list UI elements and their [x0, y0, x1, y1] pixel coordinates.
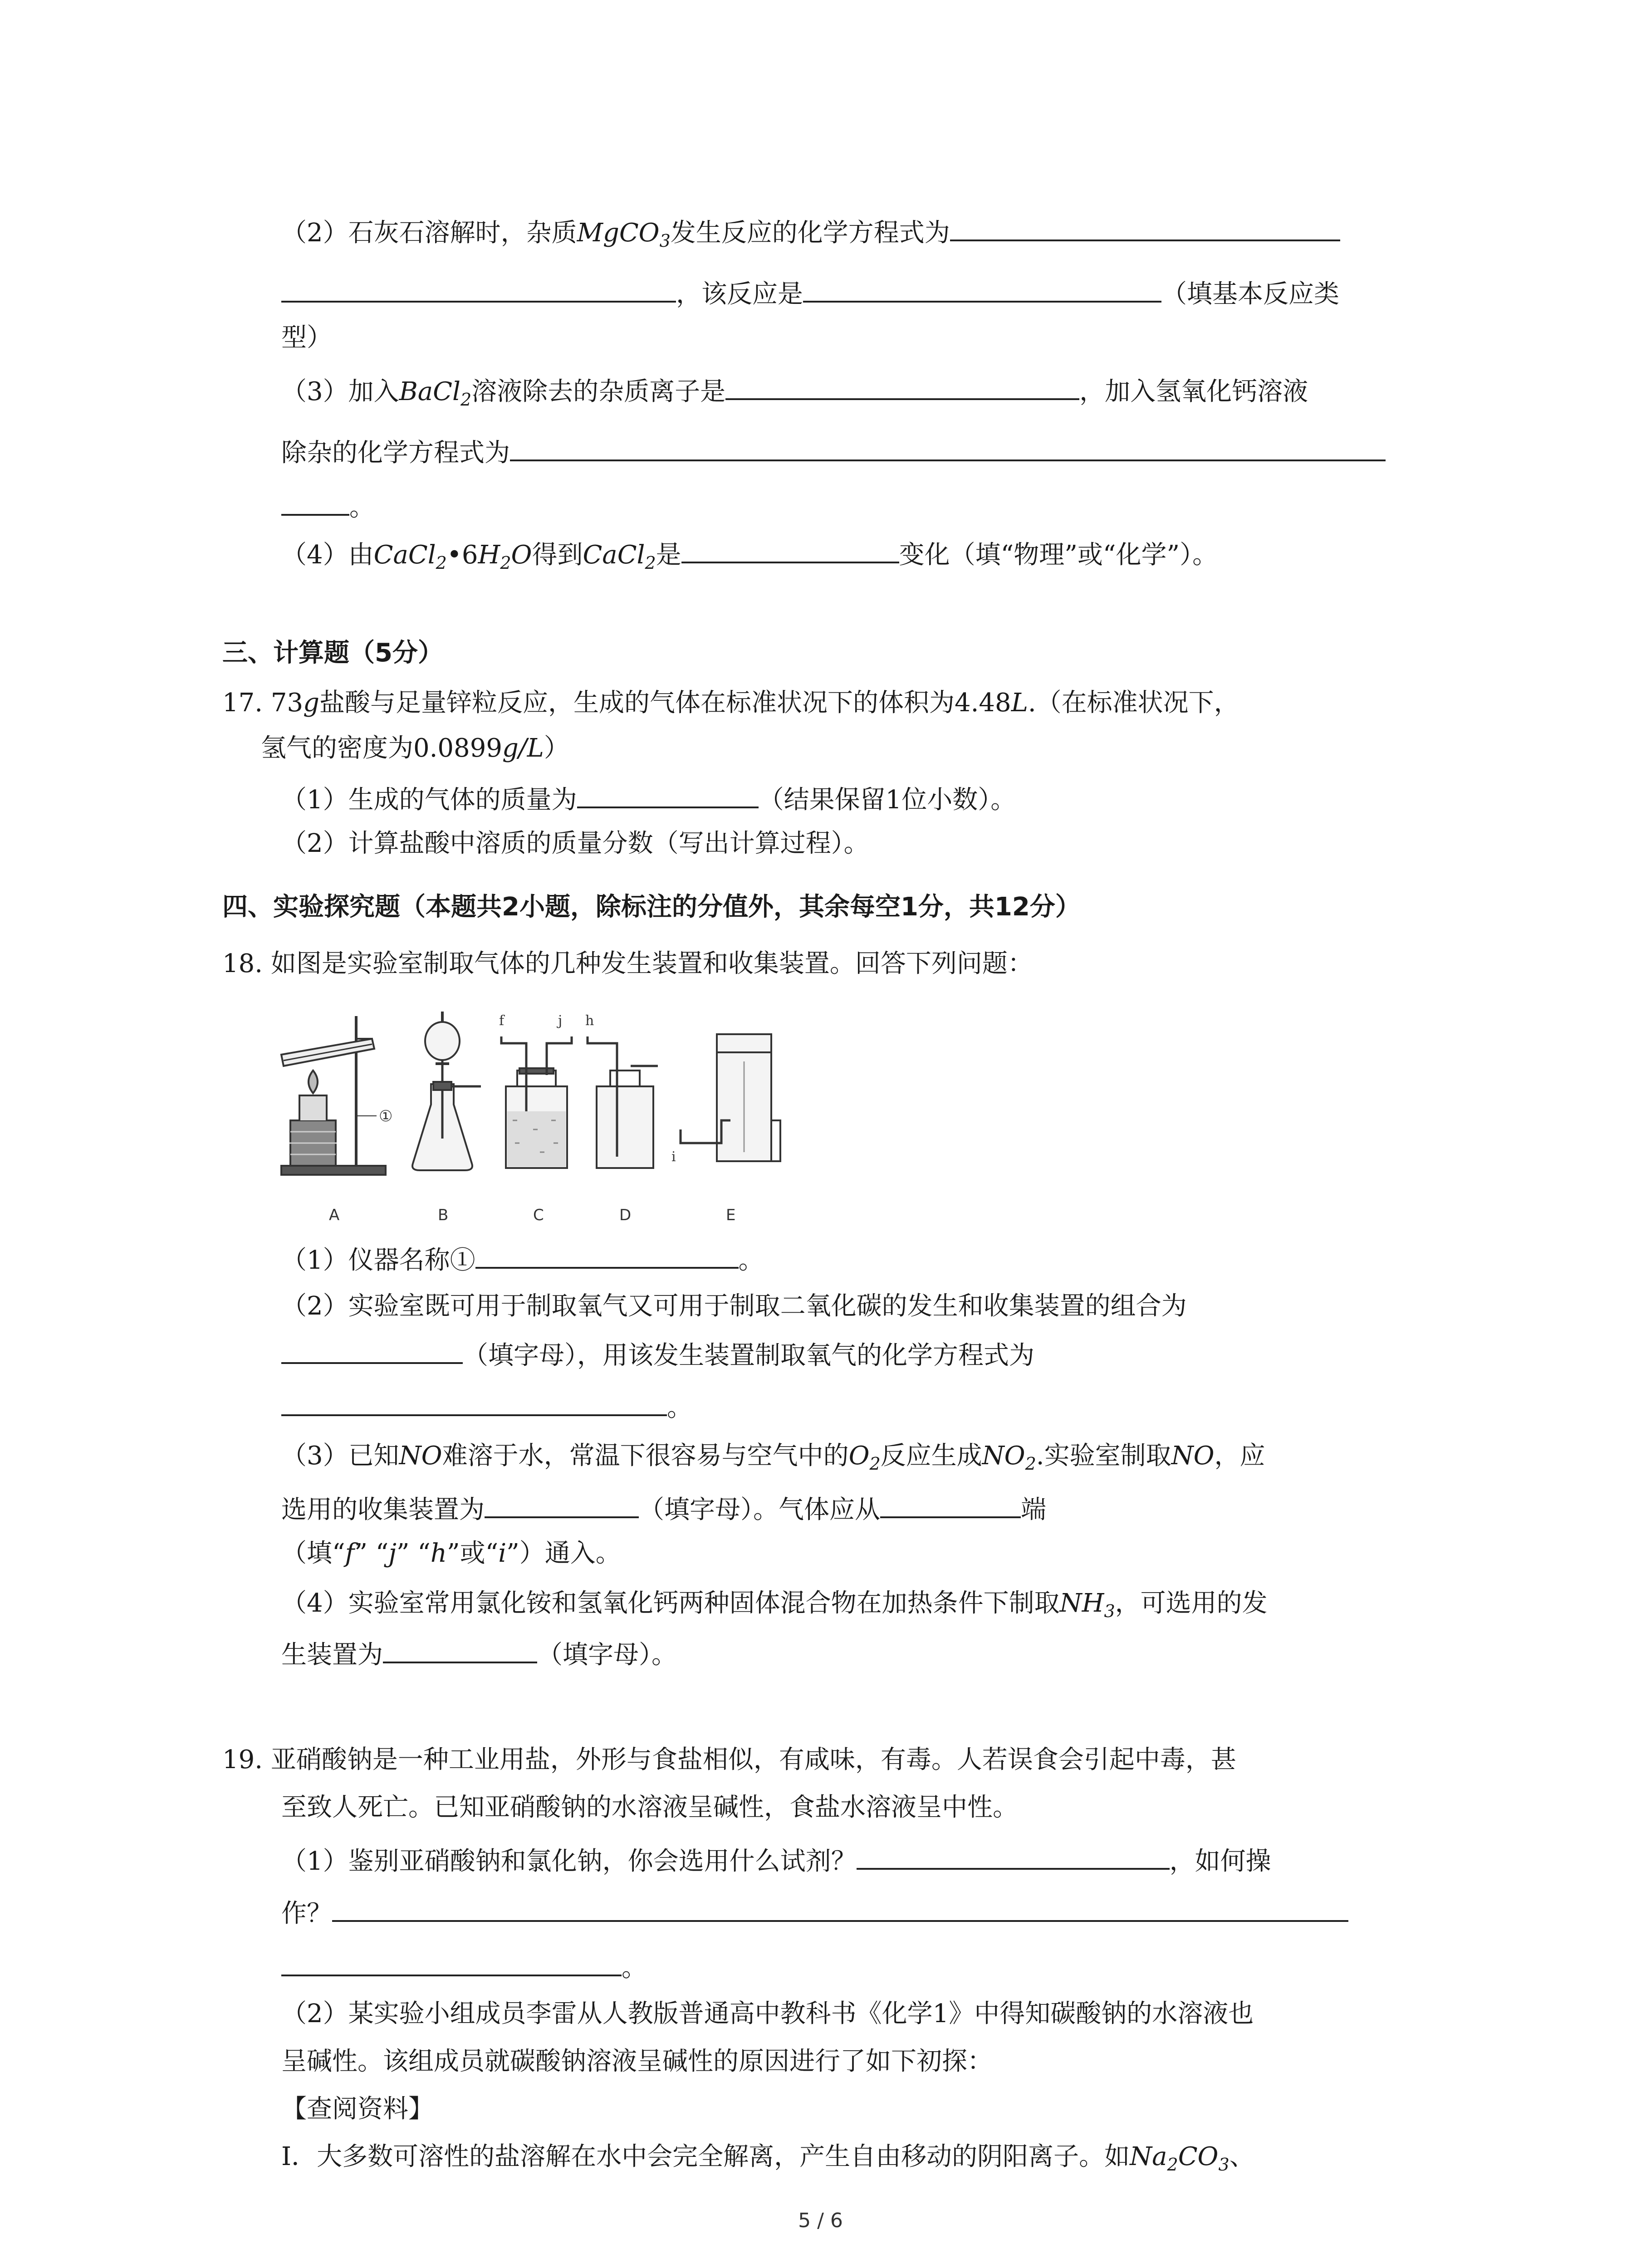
answer-blank[interactable] [281, 1948, 622, 1976]
text: .（在标准状况下， [1028, 688, 1239, 718]
text: 73 [270, 688, 304, 718]
text: 端 [1021, 1495, 1046, 1525]
q18-part3-line2 [281, 1490, 1046, 1528]
text: （1）生成的气体的质量为 [281, 785, 577, 815]
text: ”）通入。 [506, 1539, 621, 1568]
text: 、 [1229, 2142, 1255, 2171]
answer-blank[interactable] [475, 1241, 739, 1269]
apparatus-figure [272, 1007, 817, 1243]
formula-na2co3: $Na_2CO_3$ [1130, 2142, 1230, 2175]
answer-blank[interactable] [383, 1635, 537, 1663]
answer-blank[interactable] [857, 1842, 1170, 1870]
text: 除杂的化学方程式为 [281, 438, 510, 468]
text: 型） [281, 323, 332, 352]
text: 。 [667, 1393, 692, 1422]
text: （3）加入 [281, 377, 399, 406]
text: Ⅰ．大多数可溶性的盐溶解在水中会完全解离，产生自由移动的阴阳离子。如 [281, 2142, 1130, 2171]
text: 反应生成 [880, 1441, 982, 1471]
q19-stem-line2: 至致人死亡。已知亚硝酸钠的水溶液呈碱性，食盐水溶液呈中性。 [281, 1793, 1018, 1822]
q16-part2-line3 [281, 320, 332, 356]
q16-part3-line2 [281, 433, 1386, 471]
text: 难溶于水，常温下很容易与空气中的 [442, 1441, 849, 1471]
answer-blank[interactable] [803, 274, 1161, 303]
text: 得到 [532, 540, 583, 570]
text: （1）鉴别亚硝酸钠和氯化钠，你会选用什么试剂？ [281, 1847, 857, 1876]
page-number: 5 / 6 [798, 2209, 843, 2232]
text: ”或“ [446, 1539, 499, 1568]
formula-cacl2-hydrate: CaCl$_2$ [373, 540, 447, 573]
answer-blank[interactable] [281, 488, 349, 516]
apparatus-d-gas-bottle [585, 1013, 658, 1168]
text: （1）仪器名称① [281, 1246, 475, 1275]
text: （3）已知 [281, 1441, 399, 1471]
formula-no: NO [1171, 1441, 1215, 1471]
text: （4）实验室常用氯化铵和氢氧化钙两种固体混合物在加热条件下制取 [281, 1589, 1060, 1618]
port-j: j [388, 1539, 397, 1568]
q19-part2-line2: 呈碱性。该组成员就碳酸钠溶液呈碱性的原因进行了如下初探： [281, 2047, 993, 2076]
q18-part4-line1 [281, 1585, 1268, 1622]
q18-stem [222, 946, 1033, 982]
label-b: B [438, 1206, 449, 1224]
answer-blank[interactable] [880, 1490, 1021, 1518]
q17-stem-line1 [222, 685, 1239, 721]
question-number: 19. [222, 1745, 263, 1774]
answer-blank[interactable] [950, 213, 1340, 241]
apparatus-a-heating [281, 1016, 392, 1175]
section-title-calculation: 三、计算题（5分） [222, 638, 443, 668]
q19-part1-line1 [281, 1842, 1271, 1880]
formula-no2: $NO_2$ [982, 1441, 1036, 1474]
q18-part4-line2 [281, 1635, 677, 1673]
text: 生装置为 [281, 1640, 383, 1670]
unit-gl: g/L [502, 733, 544, 763]
port-label-h: h [585, 1013, 594, 1029]
text: 变化（填“物理”或“化学”）。 [899, 540, 1218, 570]
text: ” “ [354, 1539, 389, 1568]
question-number: 17. [222, 688, 263, 718]
port-label-i: i [671, 1149, 676, 1165]
label-a: A [329, 1206, 340, 1224]
text: 氢气的密度为0.0899 [261, 733, 502, 763]
answer-blank[interactable] [485, 1490, 639, 1518]
text: 如图是实验室制取气体的几种发生装置和收集装置。回答下列问题： [270, 949, 1033, 978]
apparatus-e-water-displacement [671, 1034, 780, 1165]
label-e: E [726, 1206, 736, 1224]
text: （填基本反应类 [1161, 279, 1339, 309]
text: 溶液除去的杂质离子是 [471, 377, 726, 406]
q16-part2-line1 [281, 213, 1340, 251]
port-label-f: f [499, 1013, 505, 1029]
text: 选用的收集装置为 [281, 1495, 485, 1525]
q18-part2-line2 [281, 1336, 1034, 1374]
formula-cacl2: CaCl$_2$ [583, 540, 656, 573]
hydrate-dot: •6 [446, 540, 478, 570]
q16-part3-line1 [281, 372, 1308, 410]
label-d: D [619, 1206, 632, 1224]
q18-part1 [281, 1241, 764, 1279]
answer-blank[interactable] [281, 274, 676, 303]
text: ，加入氢氧化钙溶液 [1079, 377, 1308, 406]
port-h: h [430, 1539, 447, 1568]
q19-part1-line2 [281, 1894, 1348, 1932]
q17-part1 [281, 780, 1016, 818]
text: （2）石灰石溶解时，杂质 [281, 218, 577, 248]
instrument-marker: ① [379, 1107, 393, 1125]
text: 。 [738, 1246, 764, 1275]
text: ，该反应是 [676, 279, 803, 309]
answer-blank[interactable] [281, 1388, 667, 1416]
text: 。 [622, 1953, 647, 1983]
q19-part2-line1: （2）某实验小组成员李雷从人教版普通高中教科书《化学1》中得知碳酸钠的水溶液也 [281, 1999, 1254, 2028]
q19-reference-heading: 【查阅资料】 [281, 2094, 434, 2124]
text: 盐酸与足量锌粒反应，生成的气体在标准状况下的体积为4.48 [319, 688, 1011, 718]
q19-part1-line3 [281, 1948, 647, 1986]
q16-part2-line2 [281, 274, 1339, 313]
port-f: f [345, 1539, 355, 1568]
q18-part3-line3 [281, 1535, 621, 1572]
unit-g: g [303, 688, 319, 718]
text: ，如何操 [1169, 1847, 1271, 1876]
text: 是 [656, 540, 681, 570]
port-i: i [498, 1539, 507, 1568]
answer-blank[interactable] [725, 372, 1079, 400]
q19-reference-item1 [281, 2139, 1255, 2175]
answer-blank[interactable] [681, 535, 899, 563]
answer-blank[interactable] [332, 1894, 1348, 1922]
text: 发生反应的化学方程式为 [670, 218, 950, 248]
answer-blank[interactable] [577, 780, 759, 808]
q16-part4 [281, 535, 1218, 573]
q19-stem-line1 [222, 1742, 1236, 1778]
text: 亚硝酸钠是一种工业用盐，外形与食盐相似，有咸味，有毒。人若误食会引起中毒，甚 [270, 1745, 1236, 1774]
text: （填字母）。 [537, 1640, 677, 1670]
label-c: C [533, 1206, 544, 1224]
q18-part2-line3 [281, 1388, 692, 1426]
q18-part2-line1: （2）实验室既可用于制取氧气又可用于制取二氧化碳的发生和收集装置的组合为 [281, 1291, 1187, 1321]
q17-stem-line2 [261, 730, 569, 767]
text: ，应 [1214, 1441, 1265, 1471]
text: ” “ [396, 1539, 431, 1568]
formula-o2: $O_2$ [848, 1441, 881, 1474]
formula-bacl2: BaCl$_2$ [399, 377, 472, 410]
section-title-experiment: 四、实验探究题（本题共2小题，除标注的分值外，其余每空1分，共12分） [222, 892, 1081, 922]
apparatus-c-gas-washing [499, 1013, 572, 1168]
question-number: 18. [222, 949, 263, 978]
answer-blank[interactable] [510, 433, 1386, 461]
port-label-j: j [558, 1013, 563, 1029]
formula-mgco3: MgCO$_3$ [577, 218, 671, 251]
formula-no: NO [399, 1441, 442, 1471]
formula-nh3: $NH_3$ [1059, 1589, 1115, 1621]
formula-water: $H_2O$ [478, 540, 532, 573]
unit-l: L [1011, 688, 1028, 718]
text: （填字母）。气体应从 [639, 1495, 880, 1525]
text: （结果保留1位小数）。 [758, 785, 1016, 815]
text: ，可选用的发 [1115, 1589, 1268, 1618]
text: 。 [349, 493, 375, 522]
text: （填“ [281, 1539, 345, 1568]
text: 作？ [281, 1899, 332, 1928]
q18-part3-line1 [281, 1438, 1265, 1474]
text: （4）由 [281, 540, 374, 570]
text: （填字母），用该发生装置制取氧气的化学方程式为 [463, 1341, 1034, 1370]
text: .实验室制取 [1036, 1441, 1171, 1471]
text: ） [544, 733, 569, 763]
q17-part2: （2）计算盐酸中溶质的质量分数（写出计算过程）。 [281, 829, 869, 858]
answer-blank[interactable] [281, 1336, 463, 1364]
apparatus-b-funnel-flask [412, 1012, 481, 1170]
q16-part3-line3 [281, 488, 375, 526]
